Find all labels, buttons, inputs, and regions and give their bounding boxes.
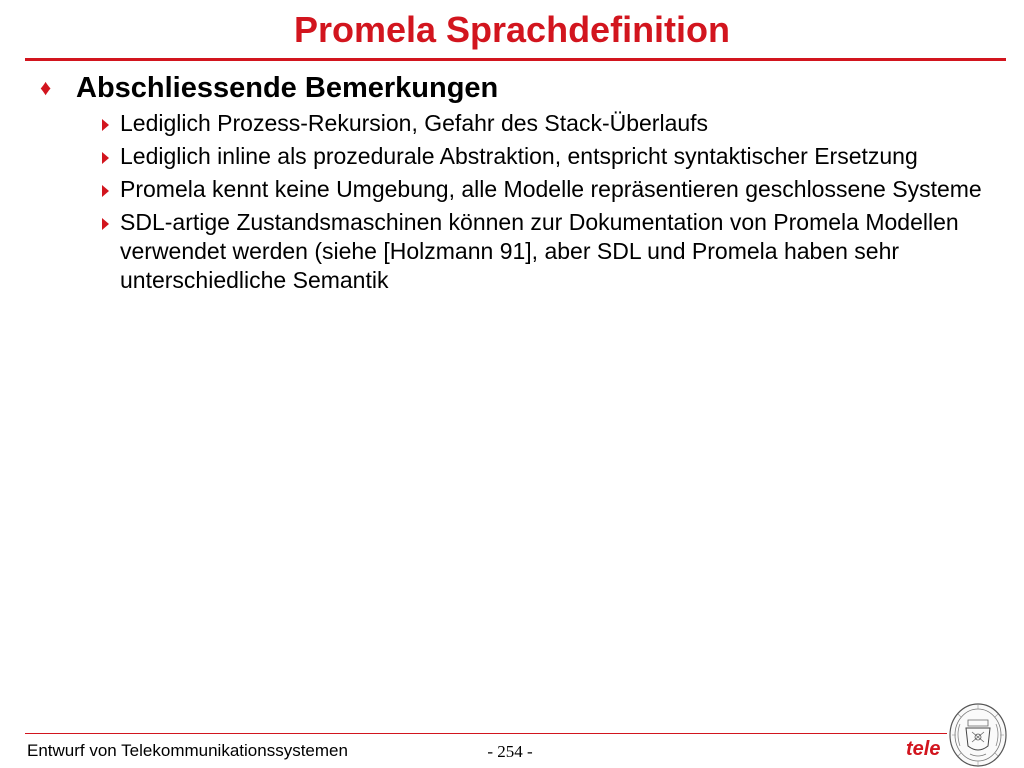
brand-logo-text: tele — [906, 738, 941, 760]
page-number: - 254 - — [487, 742, 533, 761]
footer-course-title: Entwurf von Telekommunikationssystemen — [27, 741, 348, 760]
bullet-text: Promela kennt keine Umgebung, alle Modelle repräsentieren geschlossene Systeme — [120, 176, 982, 202]
bullet-text: SDL-artige Zustandsmaschinen können zur Dokumentation von Promela Modellen verwendet werden (siehe [Holzmann 91], aber SDL und Promela haben sehr unterschiedliche Semantik — [120, 209, 959, 293]
bullet-text: Lediglich inline als prozedurale Abstraktion, entspricht syntaktischer Ersetzung — [120, 143, 918, 169]
section-heading — [40, 70, 498, 106]
university-seal-icon — [948, 702, 1008, 768]
triangle-bullet-icon — [102, 185, 109, 197]
footer-divider — [25, 733, 947, 734]
bullet-text: Lediglich Prozess-Rekursion, Gefahr des Stack-Überlaufs — [120, 110, 709, 136]
title-divider — [25, 58, 1006, 61]
bullet-item — [100, 208, 1000, 295]
bullet-item — [100, 142, 1000, 171]
bullet-item — [100, 109, 1000, 138]
triangle-bullet-icon — [102, 152, 109, 164]
diamond-bullet-icon: ♦ — [40, 75, 52, 100]
triangle-bullet-icon — [102, 218, 109, 230]
slide-title: Promela Sprachdefinition — [293, 9, 731, 50]
section-heading-text: Abschliessende Bemerkungen — [76, 72, 499, 104]
bullet-item — [100, 175, 1000, 204]
bullet-list — [100, 109, 1000, 299]
triangle-bullet-icon — [102, 119, 109, 131]
